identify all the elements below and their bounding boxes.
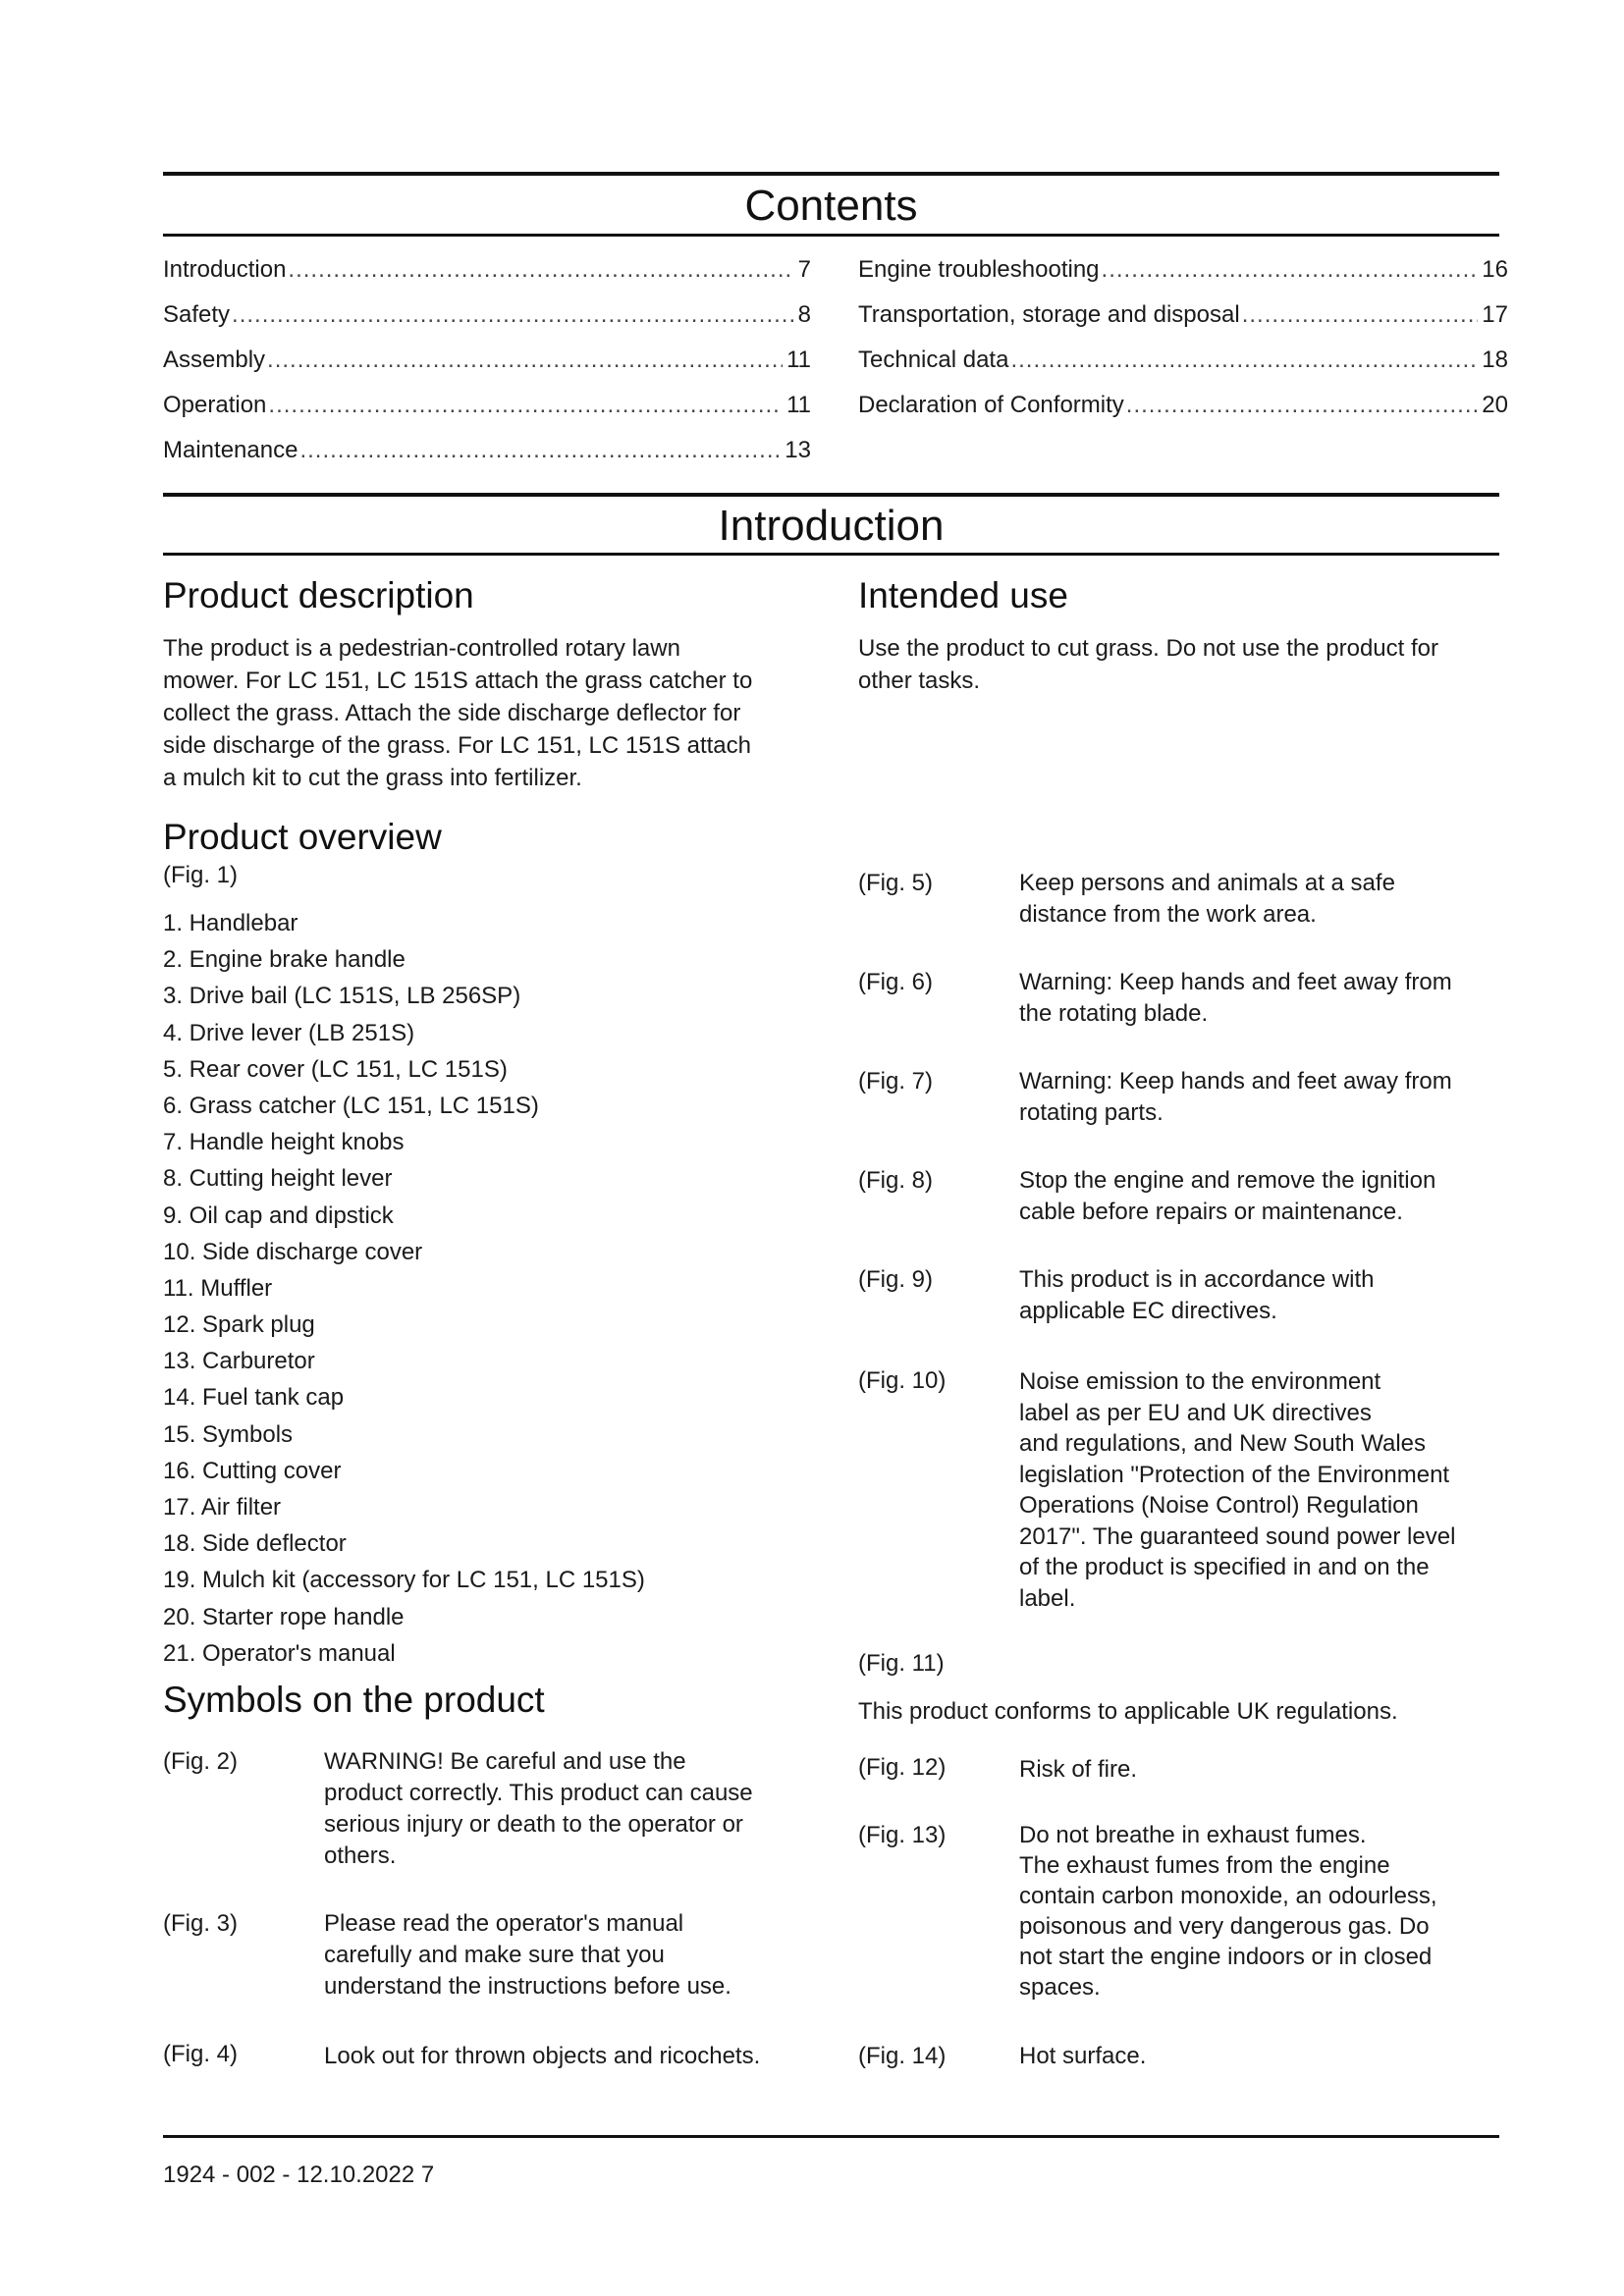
toc-page: 13 (785, 437, 811, 463)
text-line: The product is a pedestrian-controlled rotary lawn (163, 635, 680, 662)
toc-label: Maintenance (163, 437, 298, 463)
toc-page: 20 (1482, 392, 1508, 418)
toc-page: 16 (1482, 256, 1508, 283)
text-line: poisonous and very dangerous gas. Do (1019, 1913, 1430, 1940)
text-line: label as per EU and UK directives (1019, 1399, 1372, 1426)
text-line: cable before repairs or maintenance. (1019, 1199, 1403, 1225)
toc-label: Engine troubleshooting (858, 256, 1100, 283)
fig-7-label: (Fig. 7) (858, 1068, 934, 1095)
list-item: 6. Grass catcher (LC 151, LC 151S) (163, 1092, 539, 1119)
toc-right-column (858, 247, 1508, 428)
list-item: 13. Carburetor (163, 1348, 315, 1375)
list-item: 18. Side deflector (163, 1530, 347, 1558)
fig-6-label: (Fig. 6) (858, 969, 934, 995)
toc-entry-safety[interactable] (163, 293, 811, 338)
text-line: This product is in accordance with (1019, 1266, 1375, 1293)
product-description-heading: Product description (163, 575, 474, 615)
text-line: Look out for thrown objects and ricochets. (324, 2043, 761, 2069)
list-item: 19. Mulch kit (accessory for LC 151, LC 151S) (163, 1567, 645, 1594)
toc-label: Declaration of Conformity (858, 392, 1124, 418)
text-line: Keep persons and animals at a safe (1019, 870, 1395, 896)
toc-entry-declaration[interactable] (858, 383, 1508, 428)
text-line: legislation "Protection of the Environment (1019, 1461, 1450, 1488)
fig-3-label: (Fig. 3) (163, 1910, 239, 1937)
footer-text: 1924 - 002 - 12.10.2022 7 (163, 2162, 435, 2188)
product-overview-list (163, 905, 811, 1672)
text-line: applicable EC directives. (1019, 1298, 1277, 1324)
text-line: understand the instructions before use. (324, 1973, 731, 2000)
fig-7-text (1019, 1066, 1510, 1129)
text-line: other tasks. (858, 667, 981, 694)
fig-10-text (1019, 1366, 1520, 1614)
toc-entry-technical-data[interactable] (858, 338, 1508, 383)
fig-14-text (1019, 2041, 1510, 2072)
list-item: 5. Rear cover (LC 151, LC 151S) (163, 1055, 508, 1083)
text-line: Hot surface. (1019, 2043, 1147, 2069)
toc-label: Operation (163, 392, 267, 418)
contents-title: Contents (744, 182, 918, 230)
text-line: Stop the engine and remove the ignition (1019, 1167, 1436, 1194)
text-line: mower. For LC 151, LC 151S attach the grass catcher to (163, 667, 753, 694)
text-line: and regulations, and New South Wales (1019, 1430, 1427, 1457)
list-item: 4. Drive lever (LB 251S) (163, 1019, 415, 1046)
toc-page: 11 (786, 392, 811, 418)
fig-6-text (1019, 967, 1510, 1030)
fig-4-text (324, 2041, 835, 2072)
list-item: 9. Oil cap and dipstick (163, 1201, 394, 1229)
list-item: 16. Cutting cover (163, 1457, 342, 1484)
toc-entry-transportation[interactable] (858, 293, 1508, 338)
text-line: product correctly. This product can cause (324, 1780, 753, 1806)
list-item: 1. Handlebar (163, 910, 298, 936)
intended-use-heading: Intended use (858, 575, 1068, 615)
introduction-bottom-rule (163, 553, 1499, 556)
fig-5-text (1019, 868, 1510, 931)
fig-13-label: (Fig. 13) (858, 1822, 947, 1848)
text-line: Warning: Keep hands and feet away from (1019, 1068, 1452, 1095)
list-item: 10. Side discharge cover (163, 1238, 423, 1265)
toc-page: 17 (1482, 301, 1508, 328)
fig-9-label: (Fig. 9) (858, 1266, 934, 1293)
fig-9-text (1019, 1264, 1510, 1327)
list-item: 12. Spark plug (163, 1311, 315, 1339)
toc-page: 18 (1482, 347, 1508, 373)
text-line: Noise emission to the environment (1019, 1368, 1381, 1395)
toc-entry-maintenance[interactable] (163, 428, 811, 473)
toc-label: Introduction (163, 256, 287, 283)
contents-bottom-rule (163, 234, 1499, 237)
text-line: serious injury or death to the operator or (324, 1811, 743, 1838)
fig-5-label: (Fig. 5) (858, 870, 934, 896)
toc-entry-operation[interactable] (163, 383, 811, 428)
list-item: 11. Muffler (163, 1274, 273, 1302)
text-line: of the product is specified in and on the (1019, 1554, 1430, 1580)
fig-12-text (1019, 1754, 1510, 1786)
product-overview-heading: Product overview (163, 817, 442, 857)
fig-8-text (1019, 1165, 1510, 1228)
fig-14-label: (Fig. 14) (858, 2043, 947, 2069)
text-line: Please read the operator's manual (324, 1910, 684, 1937)
list-item: 20. Starter rope handle (163, 1603, 405, 1630)
list-item: 2. Engine brake handle (163, 946, 406, 974)
text-line: The exhaust fumes from the engine (1019, 1852, 1390, 1879)
fig-2-label: (Fig. 2) (163, 1748, 239, 1775)
toc-entry-engine-troubleshooting[interactable] (858, 247, 1508, 293)
list-item: 8. Cutting height lever (163, 1165, 393, 1193)
list-item: 14. Fuel tank cap (163, 1384, 345, 1412)
text-line: Use the product to cut grass. Do not use the product for (858, 635, 1438, 662)
contents-top-rule (163, 172, 1499, 176)
fig-11-label: (Fig. 11) (858, 1650, 945, 1677)
footer-rule (163, 2135, 1499, 2138)
fig-2-text (324, 1746, 835, 1872)
text-line: collect the grass. Attach the side discharge deflector for (163, 700, 741, 726)
symbols-heading: Symbols on the product (163, 1680, 545, 1720)
toc-entry-assembly[interactable] (163, 338, 811, 383)
text-line: spaces. (1019, 1974, 1101, 2001)
text-line: 2017". The guaranteed sound power level (1019, 1522, 1456, 1550)
list-item: 15. Symbols (163, 1420, 294, 1448)
list-item: 21. Operator's manual (163, 1639, 396, 1667)
text-line: not start the engine indoors or in closed (1019, 1944, 1433, 1970)
text-line: label. (1019, 1584, 1076, 1612)
product-overview-fig-ref: (Fig. 1) (163, 862, 239, 888)
toc-label: Safety (163, 301, 231, 328)
text-line: the rotating blade. (1019, 1000, 1209, 1027)
toc-page: 8 (797, 301, 811, 328)
text-line: others. (324, 1842, 397, 1869)
text-line: Operations (Noise Control) Regulation (1019, 1492, 1419, 1519)
text-line: WARNING! Be careful and use the (324, 1748, 686, 1775)
fig-4-label: (Fig. 4) (163, 2041, 239, 2067)
introduction-title: Introduction (718, 502, 945, 550)
list-item: 7. Handle height knobs (163, 1129, 405, 1156)
text-line: distance from the work area. (1019, 901, 1317, 928)
toc-label: Assembly (163, 347, 266, 373)
fig-3-text (324, 1908, 835, 2002)
toc-page: 11 (786, 347, 811, 373)
fig-12-label: (Fig. 12) (858, 1754, 947, 1781)
text-line: contain carbon monoxide, an odourless, (1019, 1883, 1437, 1909)
product-description-text (163, 632, 831, 794)
intended-use-text (858, 632, 1506, 697)
fig-10-label: (Fig. 10) (858, 1367, 947, 1394)
text-line: Risk of fire. (1019, 1756, 1138, 1783)
text-line: carefully and make sure that you (324, 1942, 665, 1968)
text-line: a mulch kit to cut the grass into fertilizer. (163, 765, 582, 791)
list-item: 17. Air filter (163, 1494, 282, 1521)
text-line: Do not breathe in exhaust fumes. (1019, 1822, 1367, 1848)
text-line: Warning: Keep hands and feet away from (1019, 969, 1452, 995)
introduction-top-rule (163, 493, 1499, 497)
text-line: rotating parts. (1019, 1099, 1164, 1126)
fig-8-label: (Fig. 8) (858, 1167, 934, 1194)
toc-label: Technical data (858, 347, 1009, 373)
toc-page: 7 (797, 256, 811, 283)
toc-left-column (163, 247, 811, 473)
toc-entry-introduction[interactable] (163, 247, 811, 293)
fig-13-text (1019, 1820, 1510, 2002)
uk-regulations-note: This product conforms to applicable UK regulations. (858, 1698, 1398, 1725)
text-line: side discharge of the grass. For LC 151, LC 151S attach (163, 732, 752, 759)
toc-label: Transportation, storage and disposal (858, 301, 1240, 328)
list-item: 3. Drive bail (LC 151S, LB 256SP) (163, 983, 521, 1010)
